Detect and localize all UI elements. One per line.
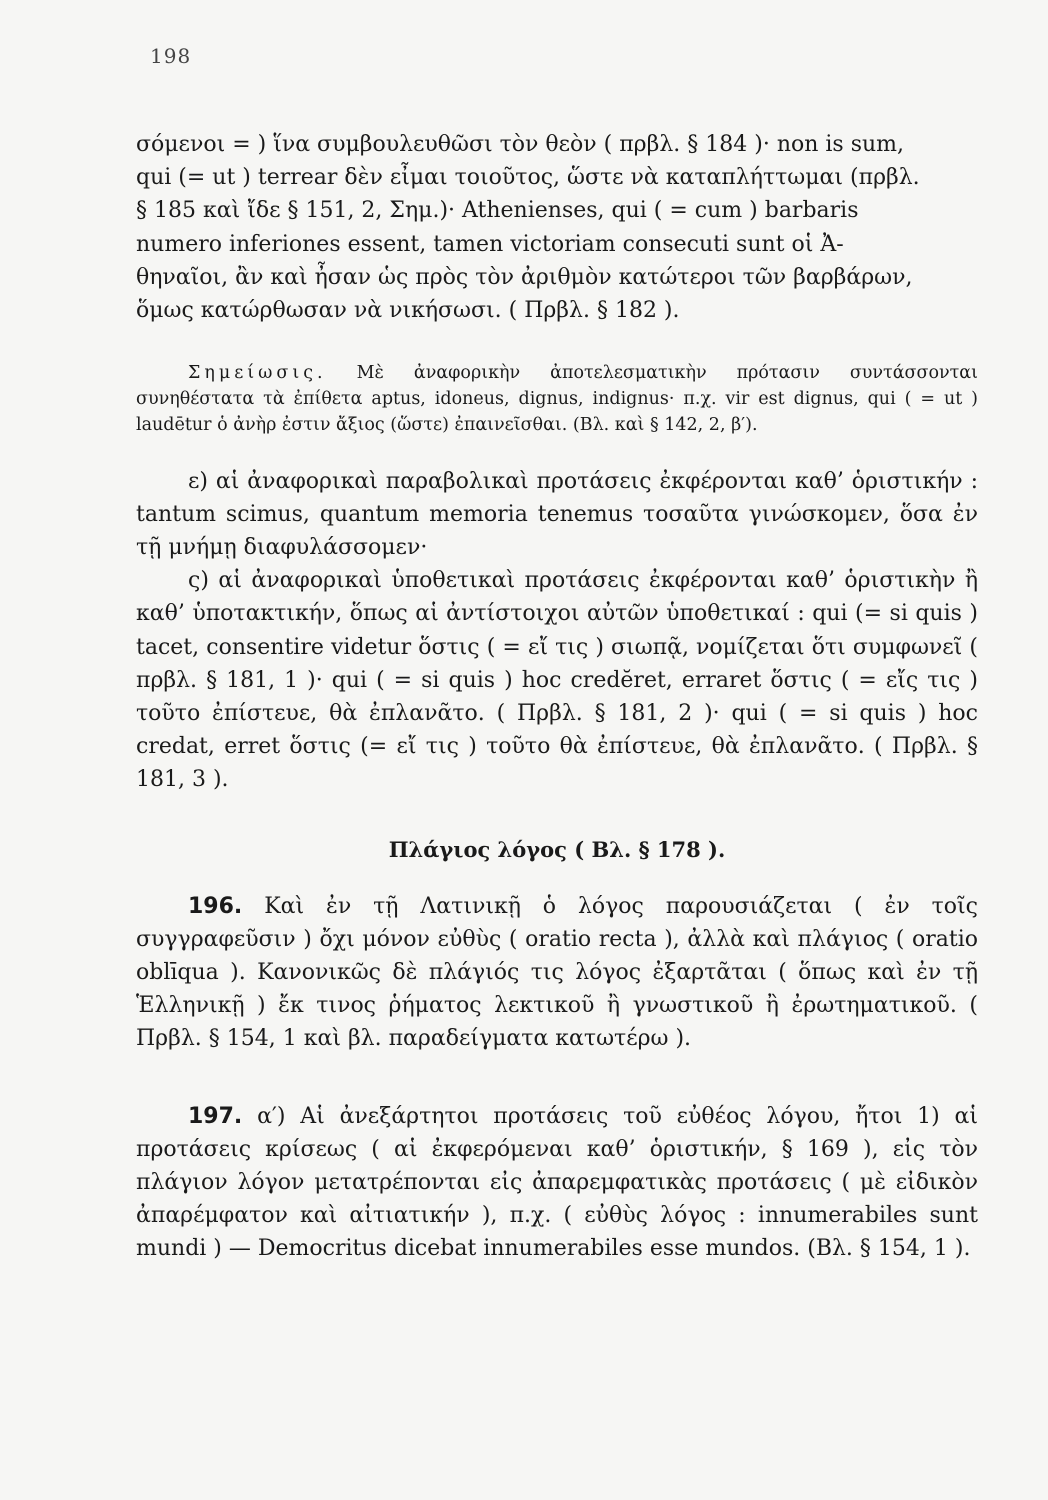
paragraph-e: ε) αἱ ἀναφορικαὶ παραβολικαὶ προτάσεις ἐκφέρονται καθ’ ὁριστικήν : tantum scimus, quantum memoria tenemus τοσαῦτα γινώσκομεν, ὅσα ἐν τῇ μνήμῃ διαφυλάσσομεν·	[136, 468, 978, 561]
paragraph-text: Καὶ ἐν τῇ Λατινικῇ ὁ λόγος παρουσιάζεται ( ἐν τοῖς συγγραφεῦσιν ) ὄχι μόνον εὐθὺς ( oratio recta ), ἀλλὰ καὶ πλάγιος ( oratio oblīqua ). Κανονικῶς δὲ πλάγιός τις λόγος ἐξαρτᾶται ( ὅπως καὶ ἐν τῇ Ἑλληνικῇ ) ἔκ τινος ῥήματος λεκτικοῦ ἢ γνωστικοῦ ἢ ἐρωτηματικοῦ. ( Πρβλ. § 154, 1 καὶ βλ. παραδείγματα κατωτέρω ).	[136, 893, 978, 1052]
text-line: ὅμως κατώρθωσαν νὰ νικήσωσι. ( Πρβλ. § 182 ).	[136, 298, 680, 324]
section-number: 197.	[188, 1103, 243, 1129]
section-heading: Πλάγιος λόγος ( Βλ. § 178 ).	[388, 836, 726, 862]
paragraph-intro	[136, 128, 978, 327]
text-line: § 185 καὶ ἴδε § 151, 2, Σημ.)· Athenienses, qui ( = cum ) barbaris	[136, 198, 859, 224]
note-text: Μὲ ἀναφορικὴν ἀποτελεσματικὴν πρότασιν συντάσσονται συνηθέστατα τὰ ἐπίθετα aptus, idoneus, dignus, indignus· π.χ. vir est dignus, qui ( = ut ) laudētur ὁ ἀνὴρ ἐστιν ἄξιος (ὥστε) ἐπαινεῖσθαι. (Βλ. καὶ § 142, 2, β′).	[136, 363, 978, 435]
paragraph-text: α′) Αἱ ἀνεξάρτητοι προτάσεις τοῦ εὐθέος λόγου, ἤτοι 1) αἱ προτάσεις κρίσεως ( αἱ ἐκφερόμεναι καθ’ ὁριστικήν, § 169 ), εἰς τὸν πλάγιον λόγον μετατρέπονται εἰς ἀπαρεμφατικὰς προτάσεις ( μὲ εἰδικὸν ἀπαρέμφατον καὶ αἰτιατικήν ), π.χ. ( εὐθὺς λόγος : innumerabiles sunt mundi ) — Democritus dicebat innumerabiles esse mundos. (Βλ. § 154, 1 ).	[136, 1103, 978, 1262]
paragraph-197	[136, 1100, 978, 1266]
text-line: σόμενοι = ) ἵνα συμβουλευθῶσι τὸν θεὸν ( πρβλ. § 184 )· non is sum,	[136, 132, 905, 157]
text-line: qui (= ut ) terrear δὲν εἶμαι τοιοῦτος, ὥστε νὰ καταπλήττωμαι (πρβλ.	[136, 165, 920, 191]
page-number: 198	[150, 44, 192, 68]
paragraph-s: ς) αἱ ἀναφορικαὶ ὑποθετικαὶ προτάσεις ἐκφέρονται καθ’ ὁριστικὴν ἢ καθ’ ὑποτακτικήν, ὅπως αἱ ἀντίστοιχοι αὐτῶν ὑποθετικαί : qui (= si quis ) tacet, consentire videtur ὅστις ( = εἴ τις ) σιωπᾷ, νομίζεται ὅτι συμφωνεῖ ( πρβλ. § 181, 1 )· qui ( = si quis ) hoc credĕret, erraret ὅστις ( = εἴς τις ) τοῦτο ἐπίστευε, θὰ ἐπλανᾶτο. ( Πρβλ. § 181, 2 )· qui ( = si quis ) hoc credat, erret ὅστις (= εἴ τις ) τοῦτο θὰ ἐπίστευε, θὰ ἐπλανᾶτο. ( Πρβλ. § 181, 3 ).	[136, 568, 978, 793]
note-paragraph	[136, 361, 978, 438]
text-line: θηναῖοι, ἂν καὶ ἦσαν ὡς πρὸς τὸν ἀριθμὸν κατώτεροι τῶν βαρβάρων,	[136, 264, 913, 290]
note-label: Σημείωσις.	[188, 363, 327, 384]
paragraph-196	[136, 890, 978, 1056]
section-number: 196.	[188, 893, 243, 919]
text-line: numero inferiones essent, tamen victoriam consecuti sunt οἱ Ἀ-	[136, 231, 844, 257]
page-body	[136, 128, 978, 1266]
